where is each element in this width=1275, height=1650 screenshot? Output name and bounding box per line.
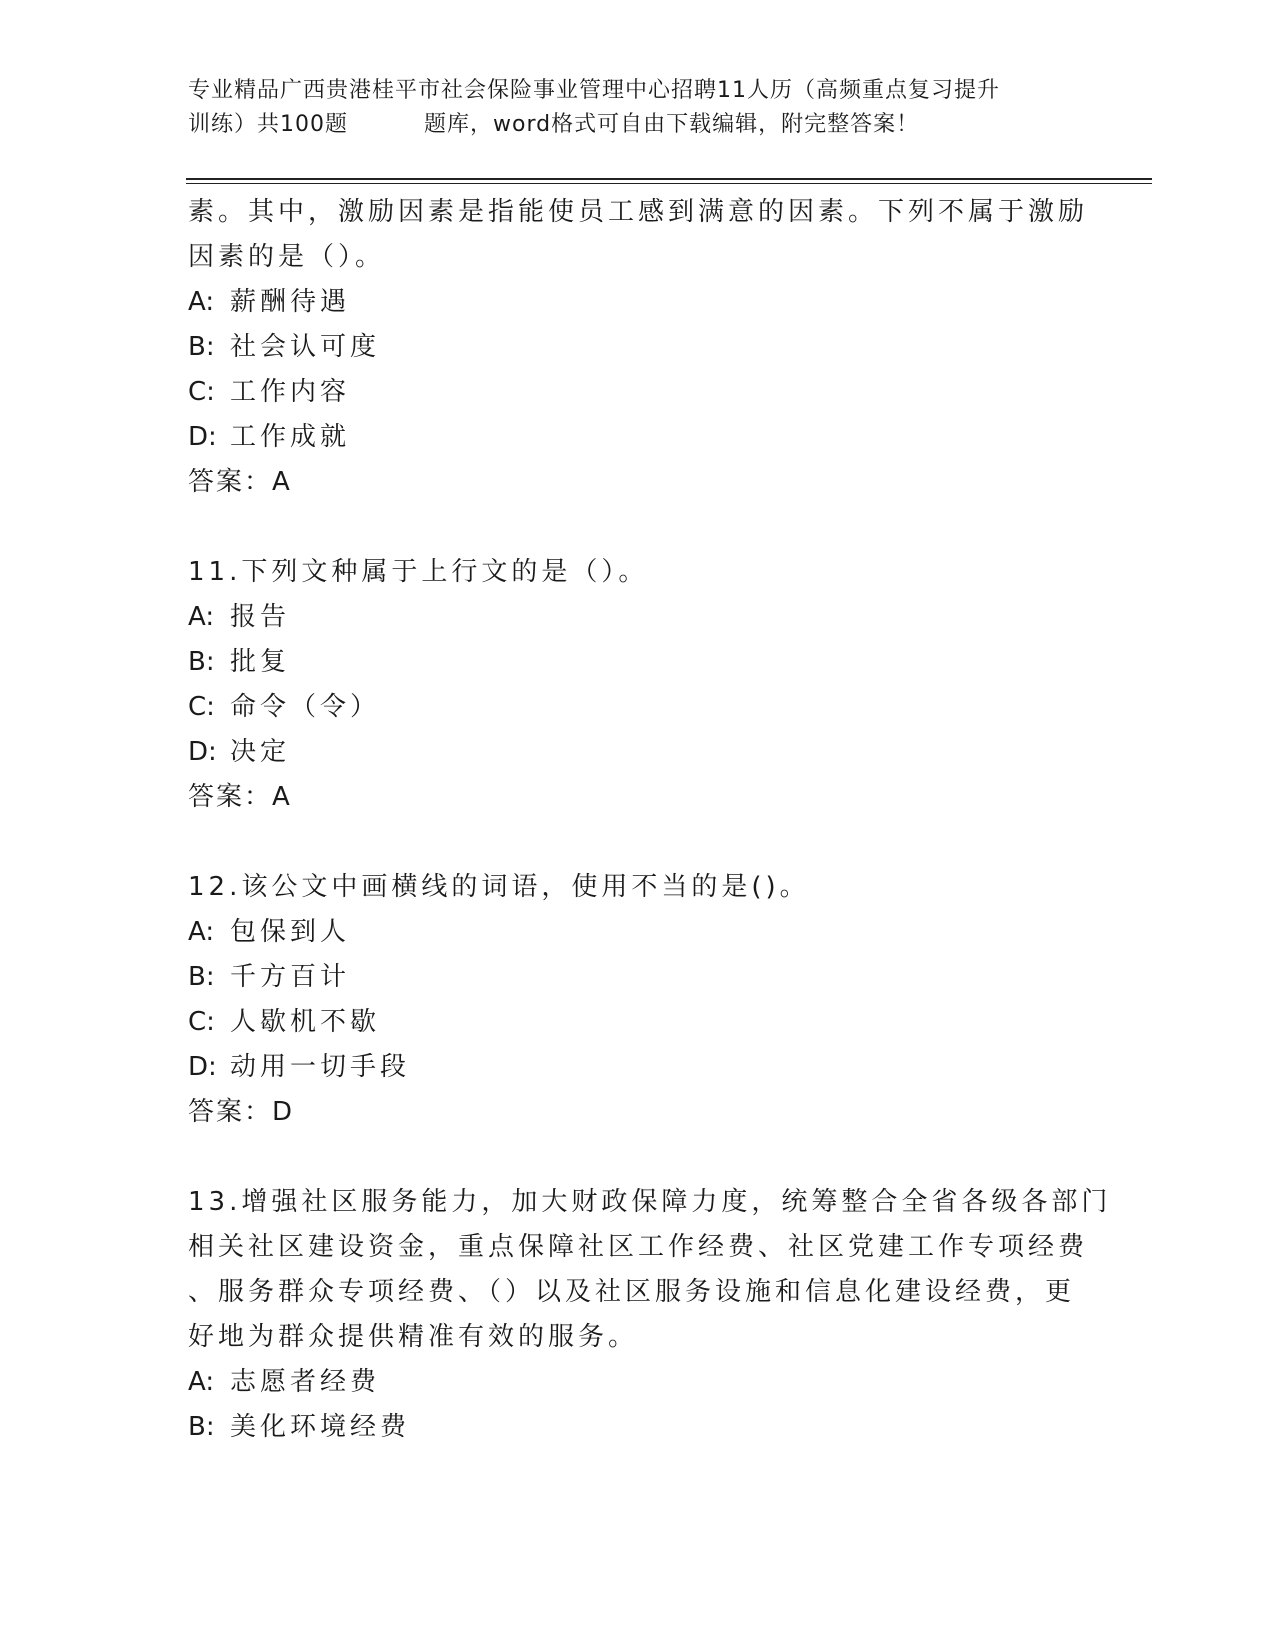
option-a — [188, 280, 1088, 325]
question-text-line: 好地为群众提供精准有效的服务。 — [188, 1322, 639, 1352]
option-d — [188, 730, 1088, 775]
document-body — [188, 190, 1112, 1450]
option-key: A: — [188, 602, 215, 632]
option-a — [188, 910, 1088, 955]
option-key: C: — [188, 377, 215, 407]
option-text: 命令（令） — [230, 692, 381, 722]
option-text: 动用一切手段 — [230, 1052, 411, 1082]
option-text: 社会认可度 — [230, 332, 381, 362]
answer: 答案：A — [188, 467, 292, 497]
question-10 — [188, 190, 1088, 505]
option-key: B: — [188, 1412, 215, 1442]
header-divider-thin — [186, 183, 1152, 184]
question-text-line: 相关社区建设资金，重点保障社区工作经费、社区党建工作专项经费 — [188, 1232, 1089, 1262]
option-key: B: — [188, 962, 215, 992]
question-text-line: 、服务群众专项经费、（）以及社区服务设施和信息化建设经费，更 — [188, 1277, 1076, 1307]
option-b — [188, 640, 1088, 685]
option-key: A: — [188, 287, 215, 317]
option-c — [188, 1000, 1088, 1045]
option-text: 美化环境经费 — [230, 1412, 411, 1442]
option-d — [188, 415, 1088, 460]
header-line-2 — [188, 108, 1068, 142]
option-text: 报告 — [230, 602, 291, 632]
question-12 — [188, 865, 1088, 1135]
option-b — [188, 1405, 1088, 1450]
option-text: 千方百计 — [230, 962, 351, 992]
answer: 答案：D — [188, 1097, 295, 1127]
question-11 — [188, 550, 1088, 820]
header-line-1: 专业精品广西贵港桂平市社会保险事业管理中心招聘11人历（高频重点复习提升 — [188, 78, 1000, 103]
option-key: C: — [188, 1007, 215, 1037]
option-text: 人歇机不歇 — [230, 1007, 381, 1037]
option-key: D: — [188, 737, 217, 767]
question-text-line: 素。其中，激励因素是指能使员工感到满意的因素。下列不属于激励 — [188, 197, 1089, 227]
option-a — [188, 1360, 1088, 1405]
option-text: 工作内容 — [230, 377, 351, 407]
option-key: B: — [188, 332, 215, 362]
option-key: C: — [188, 692, 215, 722]
option-key: B: — [188, 647, 215, 677]
option-text: 批复 — [230, 647, 291, 677]
question-13 — [188, 1180, 1112, 1450]
option-key: A: — [188, 1367, 215, 1397]
option-text: 薪酬待遇 — [230, 287, 351, 317]
option-key: D: — [188, 1052, 217, 1082]
option-text: 包保到人 — [230, 917, 351, 947]
option-b — [188, 325, 1088, 370]
option-text: 工作成就 — [230, 422, 351, 452]
option-a — [188, 595, 1088, 640]
option-key: D: — [188, 422, 217, 452]
question-text-line: 11.下列文种属于上行文的是（）。 — [188, 557, 649, 587]
question-text-line: 12.该公文中画横线的词语，使用不当的是()。 — [188, 872, 810, 902]
answer: 答案：A — [188, 782, 292, 812]
option-b — [188, 955, 1088, 1000]
option-text: 决定 — [230, 737, 291, 767]
header-divider — [186, 178, 1152, 180]
header-line-2-part-2: 题库，word格式可自由下载编辑，附完整答案！ — [424, 112, 920, 137]
question-text-line: 13.增强社区服务能力，加大财政保障力度，统筹整合全省各级各部门 — [188, 1187, 1112, 1217]
option-c — [188, 685, 1088, 730]
page-header — [188, 74, 1068, 142]
question-text-line: 因素的是（）。 — [188, 242, 386, 272]
header-line-2-part-1: 训练）共100题 — [188, 112, 348, 137]
option-c — [188, 370, 1088, 415]
option-text: 志愿者经费 — [230, 1367, 381, 1397]
option-key: A: — [188, 917, 215, 947]
option-d — [188, 1045, 1088, 1090]
